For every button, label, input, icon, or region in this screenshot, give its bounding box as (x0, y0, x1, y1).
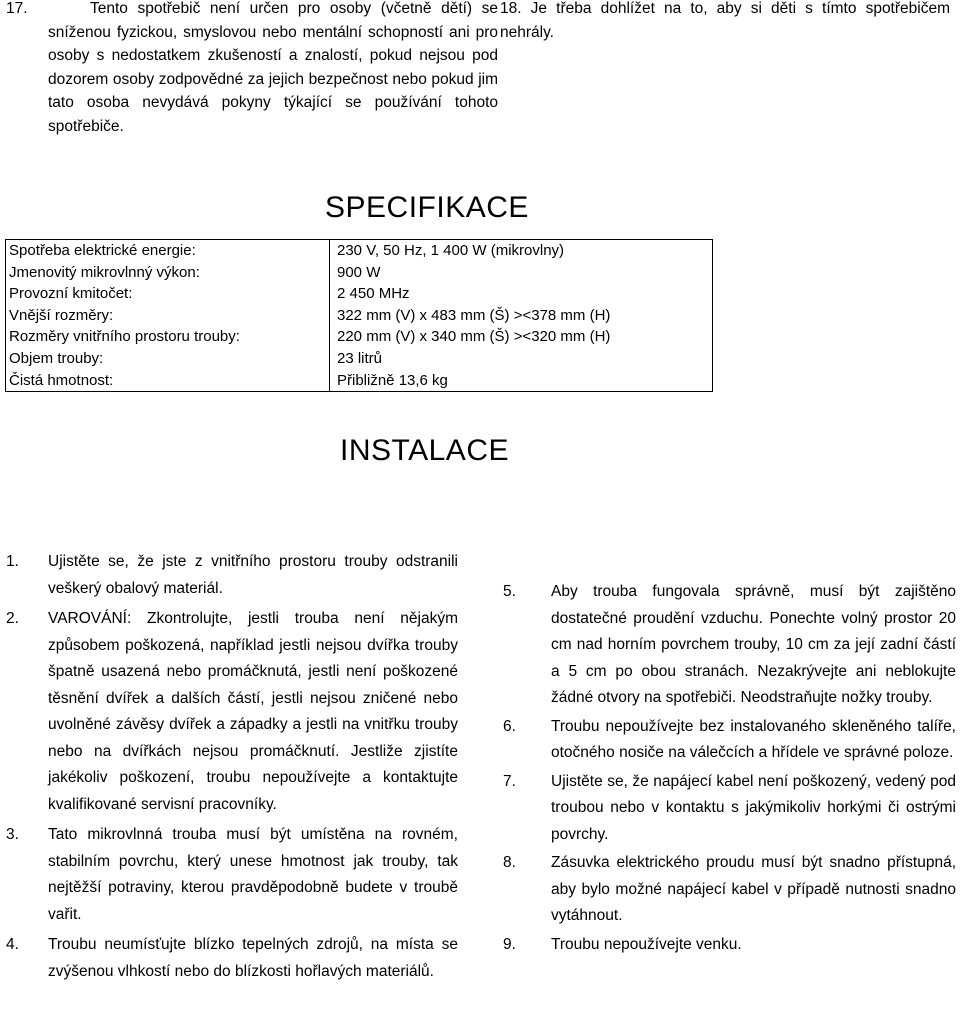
instruction-number: 8. (503, 854, 516, 871)
item-text: Tento spotřebič není určen pro osoby (včetně dětí) se sníženou fyzickou, smyslovou nebo mentální schopností ani pro osoby s nedostatkem zkušeností a znalostí, pokud nejsou pod dozorem osoby zodpovědné za jejich bezpečnost nebo pokud jim tato osoba nevydává pokyny týkající se používání tohoto spotřebiče. (48, 0, 498, 135)
instruction-number: 1. (6, 553, 19, 570)
instruction-number: 3. (6, 826, 19, 843)
spec-value: 2 450 MHz (337, 285, 410, 303)
instruction-item (6, 932, 458, 985)
instruction-number: 7. (503, 772, 516, 790)
spec-value: Přibližně 13,6 kg (337, 371, 448, 389)
spec-label: Objem trouby: (6, 348, 330, 370)
safety-note-17 (6, 0, 498, 138)
instruction-text: Ujistěte se, že napájecí kabel není poškozený, vedený pod troubou nebo v kontaktu s jakýmikoliv horkými či ostrými povrchy. (551, 772, 956, 843)
spec-value: 220 mm (V) x 340 mm (Š) ><320 mm (H) (337, 328, 611, 346)
install-heading: INSTALACE (340, 434, 509, 467)
instruction-text: Troubu nepoužívejte bez instalovaného skleněného talíře, otočného nosiče na válečcích a hřídele ve správné poloze. (551, 717, 956, 761)
instruction-text: Troubu neumísťujte blízko tepelných zdrojů, na místa se zvýšenou vlhkostí nebo do blízkosti hořlavých materiálů. (48, 936, 458, 980)
spec-row (6, 240, 713, 262)
spec-label: Provozní kmitočet: (6, 283, 330, 305)
install-left-column (6, 549, 458, 985)
safety-note-18 (500, 0, 950, 44)
spec-label: Spotřeba elektrické energie: (6, 240, 330, 262)
spec-label: Rozměry vnitřního prostoru trouby: (6, 326, 330, 348)
spec-heading: SPECIFIKACE (325, 191, 529, 224)
spec-label: Vnější rozměry: (6, 305, 330, 327)
instruction-item (6, 822, 458, 928)
spec-label: Jmenovitý mikrovlnný výkon: (6, 262, 330, 284)
spec-row (6, 370, 713, 392)
instruction-item (6, 549, 458, 602)
spec-value: 322 mm (V) x 483 mm (Š) ><378 mm (H) (337, 306, 611, 324)
instruction-item (503, 932, 956, 959)
instruction-text: VAROVÁNÍ: Zkontrolujte, jestli trouba není nějakým způsobem poškozená, například jestli nejsou dvířka trouby špatně usazená nebo promáčknutá, jestli není poškozené těsnění dvířek a dalších částí, jestli nejsou zničené nebo uvolněné závěsy dvířek a západky a jestli na vnitřku trouby nebo na dvířkách nejsou promáčknutí. Jestliže zjistíte jakékoliv poškození, troubu nepoužívejte a kontaktujte kvalifikované servisní pracovníky. (48, 610, 458, 813)
spec-value: 23 litrů (337, 349, 383, 367)
instruction-item (503, 769, 956, 849)
instruction-number: 2. (6, 610, 19, 627)
instruction-number: 6. (503, 717, 516, 735)
spec-value: 900 W (337, 263, 381, 281)
instruction-number: 9. (503, 935, 516, 953)
spec-row (6, 348, 713, 370)
instruction-number: 5. (503, 583, 516, 600)
install-right-column (503, 579, 956, 958)
instruction-item (503, 714, 956, 767)
spec-value: 230 V, 50 Hz, 1 400 W (mikrovlny) (337, 242, 565, 259)
instruction-text: Troubu nepoužívejte venku. (551, 935, 742, 953)
spec-row (6, 326, 713, 348)
instruction-number: 4. (6, 936, 19, 953)
spec-label: Čistá hmotnost: (6, 370, 330, 392)
instruction-item (503, 579, 956, 712)
instruction-text: Zásuvka elektrického proudu musí být snadno přístupná, aby bylo možné napájecí kabel v případě nutnosti snadno vytáhnout. (551, 854, 956, 924)
spec-table (5, 239, 713, 392)
instruction-text: Tato mikrovlnná trouba musí být umístěna na rovném, stabilním povrchu, který unese hmotnost jak trouby, tak nejtěžší potraviny, kterou pravděpodobně budete v troubě vařit. (48, 826, 458, 923)
item-text: Je třeba dohlížet na to, aby si děti s tímto spotřebičem nehrály. (500, 0, 950, 41)
instruction-item (6, 606, 458, 818)
spec-row (6, 305, 713, 327)
spec-row (6, 283, 713, 305)
instruction-text: Ujistěte se, že jste z vnitřního prostoru trouby odstranili veškerý obalový materiál. (48, 553, 458, 597)
item-number: 17. (6, 0, 28, 17)
spec-row (6, 262, 713, 284)
item-number: 18. (500, 0, 522, 17)
instruction-item (503, 850, 956, 930)
instruction-text: Aby trouba fungovala správně, musí být zajištěno dostatečné proudění vzduchu. Ponechte volný prostor 20 cm nad horním povrchem trouby, 10 cm za její zadní částí a 5 cm po obou stranách. Nezakrývejte ani neblokujte žádné otvory na spotřebiči. Neodstraňujte nožky trouby. (551, 583, 956, 706)
